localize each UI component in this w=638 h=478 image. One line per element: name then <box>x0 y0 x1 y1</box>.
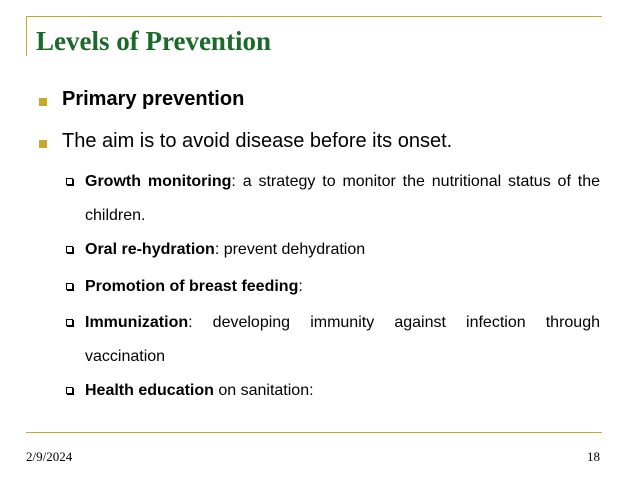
bullet-aim: The aim is to avoid disease before its onset. <box>62 130 453 152</box>
sub-bullet-description: : developing immunity against infection through vaccination <box>85 314 600 365</box>
sub-bullet-box-icon <box>66 283 73 290</box>
sub-bullet-immunization <box>85 306 600 374</box>
bullet-square-icon <box>39 140 47 148</box>
slide-title: Levels of Prevention <box>36 26 271 56</box>
sub-bullet-description: : a strategy to monitor the nutritional status of the children. <box>85 173 600 224</box>
sub-bullet-box-icon <box>66 178 73 185</box>
footer-date: 2/9/2024 <box>26 449 73 464</box>
sub-bullet-box-icon <box>66 246 73 253</box>
sub-bullet-description: : prevent dehydration <box>214 241 366 258</box>
sub-bullet-breast-feeding <box>85 270 600 304</box>
footer-divider <box>26 432 602 433</box>
sub-bullet-health-education <box>85 374 600 408</box>
sub-bullet-term: Oral re-hydration <box>85 241 215 258</box>
sub-bullet-term: Health education <box>85 382 214 399</box>
bullet-primary-prevention: Primary prevention <box>62 88 245 110</box>
sub-bullet-description: : <box>298 278 303 295</box>
slide-number: 18 <box>587 449 600 464</box>
sub-bullet-description: on sanitation: <box>213 382 314 399</box>
sub-bullet-term: Growth monitoring <box>85 173 232 190</box>
sub-bullet-term: Promotion of breast feeding <box>85 278 299 295</box>
title-frame-top-rule <box>26 16 602 17</box>
sub-bullet-term: Immunization <box>85 314 189 331</box>
bullet-square-icon <box>39 98 47 106</box>
sub-bullet-growth-monitoring <box>85 165 600 233</box>
title-frame-left-rule <box>26 16 27 56</box>
sub-bullet-box-icon <box>66 319 73 326</box>
sub-bullet-oral-rehydration <box>85 233 600 267</box>
sub-bullet-box-icon <box>66 387 73 394</box>
